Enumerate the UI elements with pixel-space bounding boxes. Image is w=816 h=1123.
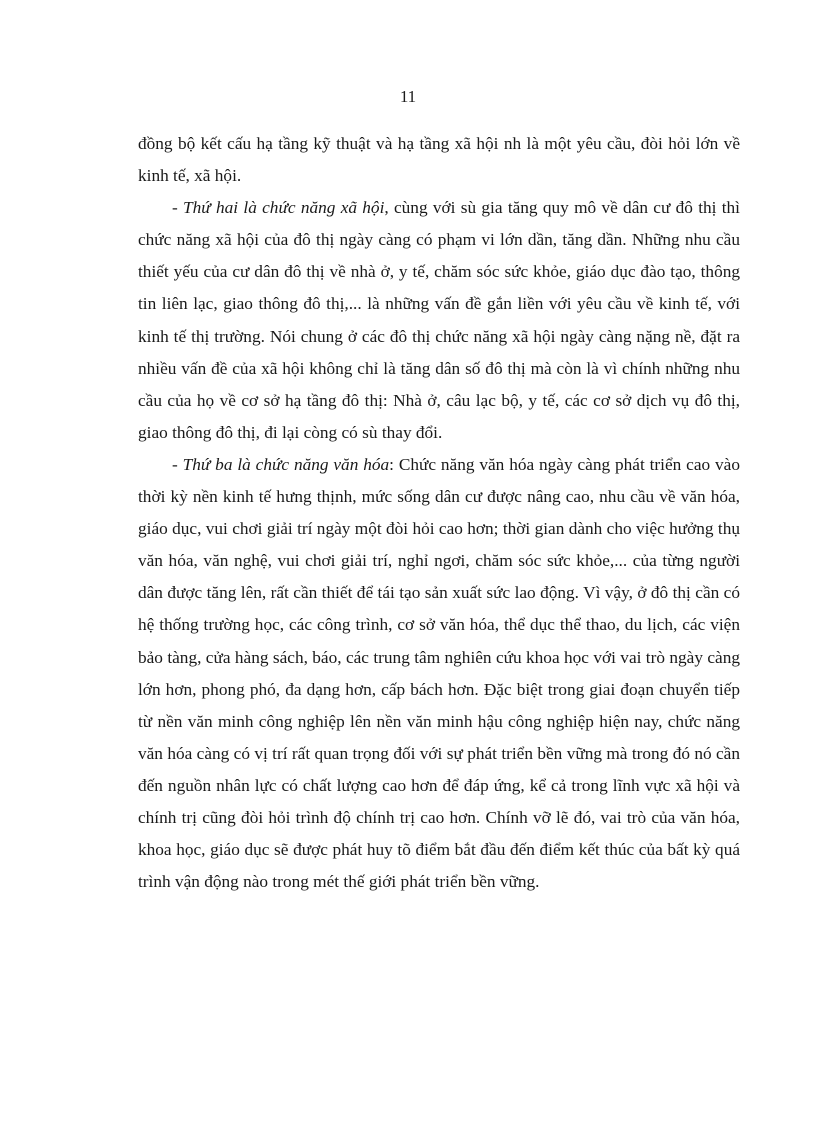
paragraph-social-function xyxy=(138,192,740,449)
paragraph-text: đồng bộ kết cấu hạ tầng kỹ thuật và hạ tầng xã hội nh là một yêu cầu, đòi hỏi lớn về kinh tế, xã hội. xyxy=(138,134,740,186)
paragraph-lead-italic: - Thứ ba là chức năng văn hóa xyxy=(172,454,390,474)
paragraph-cultural-function xyxy=(138,449,740,898)
paragraph-continuation xyxy=(138,128,740,192)
paragraph-text: : Chức năng văn hóa ngày càng phát triển cao vào thời kỳ nền kinh tế hưng thịnh, mức sống dân cư được nâng cao, nhu cầu về văn hóa, giáo dục, vui chơi giải trí ngày một đòi hỏi cao hơn; thời gian dành cho việc hưởng thụ văn hóa, văn nghệ, vui chơi giải trí, nghỉ ngơi, chăm sóc sức khỏe,... của từng người dân được tăng lên, rất cần thiết để tái tạo sản xuất sức lao động. Vì vậy, ở đô thị cần có hệ thống trường học, các công trình, cơ sở văn hóa, thể dục thể thao, du lịch, các viện bảo tàng, cửa hàng sách, báo, các trung tâm nghiên cứu khoa học với vai trò ngày càng lớn hơn, phong phó, đa dạng hơn, cấp bách hơn. Đặc biệt trong giai đoạn chuyển tiếp từ nền văn minh công nghiệp lên nền văn minh hậu công nghiệp hiện nay, chức năng văn hóa càng có vị trí rất quan trọng đối với sự phát triển bền vững mà trong đó nó cần đến nguồn nhân lực có chất lượng cao hơn để đáp ứng, kể cả trong lĩnh vực xã hội và chính trị cũng đòi hỏi trình độ chính trị cao hơn. Chính vỡ lẽ đó, vai trò của văn hóa, khoa học, giáo dục sẽ được phát huy tõ điểm bắt đầu đến điểm kết thúc của bất kỳ quá trình vận động nào trong mét thế giới phát triển bền vững. xyxy=(138,454,740,892)
paragraph-text: , cùng với sù gia tăng quy mô về dân cư đô thị thì chức năng xã hội của đô thị ngày càng có phạm vi lớn dần, tăng dần. Những nhu cầu thiết yếu của cư dân đô thị về nhà ở, y tế, chăm sóc sức khỏe, giáo dục đào tạo, thông tin liên lạc, giao thông đô thị,... là những vấn đề gắn liền với yêu cầu về kinh tế, với kinh tế thị trường. Nói chung ở các đô thị chức năng xã hội ngày càng nặng nề, đặt ra nhiều vấn đề của xã hội không chỉ là tăng dân số đô thị mà còn là vì chính những nhu cầu của họ về cơ sở hạ tầng đô thị: Nhà ở, câu lạc bộ, y tế, các cơ sở dịch vụ đô thị, giao thông đô thị, đi lại còng có sù thay đổi. xyxy=(138,198,740,442)
body-text xyxy=(138,128,740,898)
page-number: 11 xyxy=(399,87,417,106)
paragraph-lead-italic: - Thứ hai là chức năng xã hội xyxy=(172,198,385,218)
